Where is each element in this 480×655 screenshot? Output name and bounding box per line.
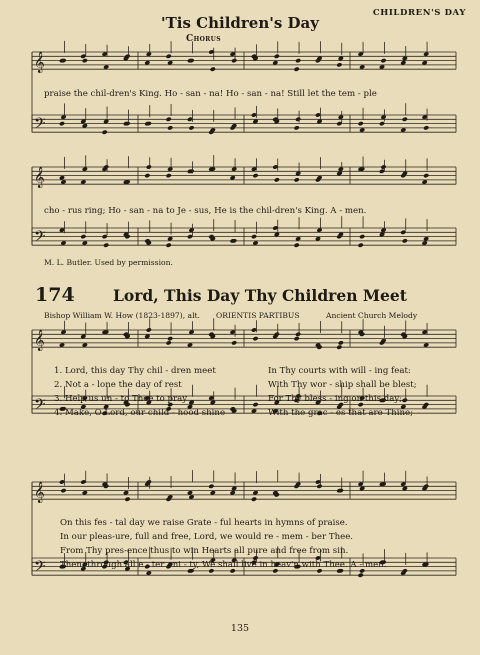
note-head [103, 243, 109, 248]
verse-line [54, 366, 225, 380]
verse-line: In our pleas-ure, full and free, Lord, we would re - mem - ber Thee. [60, 532, 354, 542]
verse-num: 2. [54, 380, 63, 390]
verse-left: Not a - lone the day of rest [64, 380, 182, 390]
hymn-title: Lord, This Day Thy Children Meet [113, 286, 407, 305]
treble-clef-icon: 𝄞 [34, 52, 45, 74]
note-head [59, 121, 65, 126]
note-head [359, 234, 365, 239]
note-head [124, 497, 130, 502]
verse-line [54, 394, 225, 408]
note-head [295, 332, 301, 337]
note-head [231, 58, 237, 63]
hymn-tune: ORIENTIS PARTIBUS [216, 311, 300, 320]
verses-a-right [268, 366, 417, 422]
prev-credit: M. L. Butler. Used by permission. [44, 258, 173, 267]
chorus-label: Chorus [186, 34, 222, 44]
verse-left: Help us un - to Thee to pray [64, 394, 188, 404]
note-head [146, 164, 152, 169]
treble-clef-icon: 𝄞 [34, 167, 45, 189]
section-label: CHILDREN'S DAY [372, 8, 466, 18]
hymn-author: Bishop William W. How (1823-1897), alt. [44, 311, 200, 320]
prev-lyric-line-2: cho - rus ring; Ho - san - na to Je - sus, He is the chil-dren's King. A - men. [44, 206, 367, 216]
note-head [144, 173, 150, 178]
verse-right: In Thy courts with will - ing feat: [268, 366, 411, 376]
note-head [102, 130, 108, 135]
note-head [60, 488, 66, 493]
note-head [336, 62, 342, 67]
note-head [166, 243, 172, 248]
note-head [402, 238, 408, 243]
note-head [379, 121, 385, 126]
verse-num: 3. [54, 394, 63, 404]
note-head [146, 327, 152, 332]
note-head [251, 497, 257, 502]
verse-line: Then, through all e - ter - ni - ty, We shall live in heav'n with Thee. A - men. [60, 560, 387, 570]
note-head [252, 173, 258, 178]
note-head [294, 243, 300, 248]
note-head [167, 125, 173, 130]
note-head [294, 125, 300, 130]
note-head [166, 340, 172, 345]
verses-b [60, 518, 386, 574]
bass-clef-icon: 𝄢 [34, 396, 46, 418]
bass-clef-icon: 𝄢 [34, 115, 46, 137]
prev-hymn-title: 'Tis Children's Day [161, 14, 319, 32]
note-head [294, 67, 300, 72]
bass-clef-icon: 𝄢 [34, 558, 46, 580]
note-head [423, 173, 429, 178]
verse-right: For Thy bless - ing on this day; [268, 394, 403, 404]
note-head [82, 58, 88, 63]
note-head [166, 173, 172, 178]
treble-clef-icon: 𝄞 [34, 330, 45, 352]
note-head [210, 67, 216, 72]
hymn-composer: Ancient Church Melody [326, 311, 418, 320]
verse-num: 1. [54, 366, 63, 376]
note-head [167, 336, 173, 341]
note-head [402, 117, 408, 122]
verse-num: 4. [54, 408, 63, 418]
note-head [336, 345, 342, 350]
verse-right: With the grac - es that are Thine; [268, 408, 413, 418]
note-head [316, 484, 322, 489]
prev-lyric-line-1: praise the chil-dren's King. Ho - san - na! Ho - san - na! Still let the tem - ple [44, 89, 377, 99]
note-head [80, 234, 86, 239]
verse-line: On this fes - tal day we raise Grate - ful hearts in hymns of praise. [60, 518, 348, 528]
verse-line [54, 380, 225, 394]
note-head [274, 177, 280, 182]
note-head [274, 54, 280, 59]
verse-line [54, 408, 225, 422]
note-head [294, 336, 300, 341]
page-number: 135 [230, 623, 250, 634]
note-head [251, 234, 257, 239]
bass-clef-icon: 𝄢 [34, 228, 46, 250]
verses-a [54, 366, 225, 422]
hymn-number: 174 [35, 284, 75, 306]
note-head [338, 340, 344, 345]
verse-right: With Thy wor - ship shall be blest; [268, 380, 417, 390]
note-head [188, 125, 194, 130]
note-head [252, 402, 258, 407]
note-head [208, 484, 214, 489]
note-head [294, 177, 300, 182]
verse-line: From Thy pres-ence thus to win Hearts all pure and free from sin. [60, 546, 349, 556]
note-head [252, 336, 258, 341]
note-head [380, 164, 386, 169]
note-head [358, 243, 364, 248]
treble-clef-icon: 𝄞 [34, 482, 45, 504]
note-head [231, 340, 237, 345]
note-head [295, 58, 301, 63]
note-head [166, 54, 172, 59]
note-head [358, 121, 364, 126]
note-head [380, 58, 386, 63]
verse-left: Lord, this day Thy chil - dren meet [64, 366, 216, 376]
note-head [423, 125, 429, 130]
note-head [295, 117, 301, 122]
verse-left: Make, O Lord, our child - hood shine [64, 408, 226, 418]
note-head [166, 117, 172, 122]
